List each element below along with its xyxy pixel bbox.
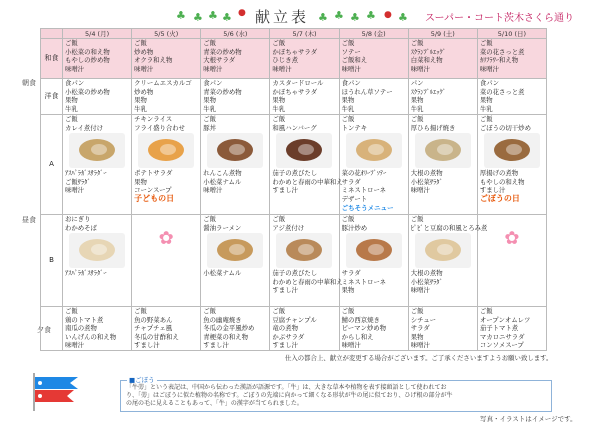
event-tag: ごぼうの日 bbox=[479, 193, 520, 203]
menu-item: ポテトサラダ bbox=[134, 169, 173, 178]
menu-item: 魚の野菜あん bbox=[134, 315, 173, 324]
menu-cell bbox=[408, 115, 477, 215]
menu-item: オープンオムレツ bbox=[479, 315, 531, 324]
menu-item: 白菜和え物 bbox=[410, 56, 443, 65]
menu-item: 竜の煮物 bbox=[272, 324, 298, 333]
menu-item: ご飯 bbox=[65, 39, 78, 47]
menu-cell bbox=[477, 39, 546, 79]
menu-item: パン bbox=[410, 79, 424, 87]
dish-photo bbox=[69, 133, 125, 168]
menu-cell bbox=[63, 115, 132, 215]
menu-item: もやしの和え物 bbox=[479, 177, 525, 186]
menu-item: ご飯 bbox=[203, 39, 217, 47]
menu-item: ご飯 bbox=[65, 307, 78, 315]
menu-item: ｱｽﾊﾟﾗｶﾞｽｻﾗﾀﾞｰ bbox=[65, 169, 107, 178]
info-line: り、「蒡」はごぼうに似た植物の名称です。ごぼうの先端に向かって細くなる形状が牛の尾に似ており、ひげ根の部分が牛 bbox=[126, 392, 453, 399]
menu-cell bbox=[63, 215, 132, 307]
menu-cell bbox=[270, 79, 339, 115]
menu-item: 果物 bbox=[341, 96, 355, 105]
dish-photo bbox=[276, 133, 332, 168]
menu-item: かぼちゃサラダ bbox=[272, 47, 318, 56]
menu-item: ご飯 bbox=[410, 39, 424, 47]
menu-item: 果物 bbox=[479, 96, 493, 105]
sub-label-a: A bbox=[41, 115, 63, 215]
menu-cell bbox=[477, 215, 546, 307]
menu-item: ご飯 bbox=[134, 307, 147, 315]
menu-item: 味噌汁 bbox=[65, 341, 85, 350]
day-header: 5/10 (日) bbox=[477, 29, 546, 39]
menu-item: コーンスープ bbox=[134, 186, 172, 195]
menu-item: マカロニサラダ bbox=[479, 332, 525, 341]
menu-cell bbox=[132, 39, 201, 79]
clover-icon: ♣ bbox=[398, 11, 408, 24]
page-title: 献立表 bbox=[255, 8, 310, 26]
menu-item: 青梗菜の和え物 bbox=[203, 332, 249, 341]
day-header: 5/9 (土) bbox=[408, 29, 477, 39]
dish-photo bbox=[276, 233, 332, 268]
menu-item: 豚丼 bbox=[203, 123, 217, 132]
menu-item: ご飯 bbox=[410, 115, 424, 123]
menu-item: ピーマン炒め物 bbox=[341, 324, 387, 333]
menu-item: 大根サラダ bbox=[203, 56, 236, 65]
menu-cell bbox=[132, 79, 201, 115]
menu-item: ご飯 bbox=[341, 307, 355, 315]
menu-item: かぼちゃサラダ bbox=[272, 87, 318, 96]
menu-item: ご飯 bbox=[203, 115, 217, 123]
menu-item: 味噌汁 bbox=[341, 341, 361, 350]
menu-item: デザート bbox=[341, 194, 368, 203]
menu-item: 菜の花ｵﾘｰﾌﾞｿﾃｰ bbox=[341, 169, 387, 178]
menu-item: もやしの炒め物 bbox=[65, 56, 110, 65]
menu-item: れんこん煮物 bbox=[203, 169, 242, 178]
menu-item: 味噌汁 bbox=[410, 186, 430, 195]
menu-item: ご飯 bbox=[410, 307, 424, 315]
meal-label-lunch: 昼食 bbox=[22, 216, 36, 224]
clover-icon: ♣ bbox=[176, 9, 186, 22]
menu-item: ご飯 bbox=[272, 115, 286, 123]
menu-item: 大根の煮物 bbox=[410, 169, 443, 178]
menu-item: いんげんの和え物 bbox=[65, 332, 117, 341]
menu-item: ひじき煮 bbox=[272, 56, 298, 65]
clover-icon: ♣ bbox=[334, 9, 344, 22]
menu-item: ご飯 bbox=[479, 307, 493, 315]
menu-item: ご飯 bbox=[341, 39, 355, 47]
menu-item: ﾋﾟﾋﾞと豆腐の和風とろみ煮 bbox=[410, 223, 488, 232]
menu-item: ご飯 bbox=[272, 215, 286, 223]
menu-item: ご飯 bbox=[479, 39, 493, 47]
corner-cell bbox=[41, 29, 63, 39]
menu-cell bbox=[132, 215, 201, 307]
menu-item: 小松菜ｻﾗﾀﾞ bbox=[410, 177, 443, 186]
menu-item: ｱｽﾊﾟﾗｶﾞｽｻﾗﾀﾞｰ bbox=[65, 269, 107, 278]
menu-item: 味噌汁 bbox=[479, 64, 500, 73]
menu-cell bbox=[270, 39, 339, 79]
menu-item: 冬瓜の甘酢和え bbox=[134, 332, 179, 341]
menu-item: ご飯和え bbox=[341, 56, 368, 65]
menu-cell bbox=[339, 39, 408, 79]
menu-item: 茄子の煮びたし bbox=[272, 169, 318, 178]
image-credit: 写真・イラストはイメージです。 bbox=[480, 415, 577, 423]
menu-item: すまし汁 bbox=[272, 341, 298, 350]
menu-cell bbox=[339, 215, 408, 307]
ladybug-icon: ● bbox=[384, 10, 392, 20]
menu-item: 味噌汁 bbox=[272, 64, 292, 73]
menu-item: ミネストローネ bbox=[341, 186, 386, 195]
menu-item: 青菜の炒め物 bbox=[203, 47, 242, 56]
menu-item: ミネストローネ bbox=[341, 277, 386, 286]
menu-item: 菜の花さっと煮 bbox=[479, 87, 525, 96]
menu-cell bbox=[201, 215, 270, 307]
menu-item: 食パン bbox=[479, 79, 500, 87]
menu-item: ｽｸﾗﾝﾌﾞﾙｴｯｸﾞ bbox=[410, 47, 446, 56]
menu-item: トンテキ bbox=[341, 123, 368, 132]
clover-icon: ♣ bbox=[350, 11, 360, 24]
dish-photo bbox=[207, 133, 263, 168]
menu-item: 豚汁炒め bbox=[341, 223, 368, 232]
menu-item: サラダ bbox=[341, 269, 361, 278]
clover-icon: ♣ bbox=[222, 11, 232, 24]
menu-item: 果物 bbox=[341, 286, 355, 295]
menu-cell bbox=[477, 115, 546, 215]
day-header: 5/7 (木) bbox=[270, 29, 339, 39]
menu-item: 牛乳 bbox=[272, 104, 286, 113]
menu-item: わかめと春雨の中華和え bbox=[272, 277, 343, 286]
info-line: の尾の毛に見えることもあって、「牛」の漢字が当てられました。 bbox=[126, 400, 303, 407]
menu-item: ソテー bbox=[341, 47, 361, 56]
menu-item: 茄子トマト煮 bbox=[479, 324, 519, 333]
menu-cell bbox=[477, 307, 546, 351]
dish-photo bbox=[207, 233, 263, 268]
menu-item: ご飯 bbox=[65, 115, 78, 123]
menu-item: 味噌汁 bbox=[341, 64, 361, 73]
menu-item: カレイ煮付け bbox=[65, 123, 104, 132]
sub-label-b: B bbox=[41, 215, 63, 307]
menu-item: 味噌汁 bbox=[410, 286, 430, 295]
menu-cell bbox=[477, 79, 546, 115]
menu-item: 牛乳 bbox=[410, 104, 424, 113]
menu-item: 厚揚げの煮物 bbox=[479, 169, 519, 178]
clover-icon: ♣ bbox=[208, 9, 218, 22]
menu-item: 果物 bbox=[134, 177, 147, 186]
menu-item: 醤油ラーメン bbox=[203, 223, 242, 232]
dish-photo bbox=[415, 133, 471, 168]
menu-cell bbox=[63, 307, 132, 351]
dish-photo bbox=[484, 133, 540, 168]
menu-item: 果物 bbox=[272, 96, 286, 105]
menu-cell bbox=[201, 307, 270, 351]
menu-item: 牛乳 bbox=[203, 104, 217, 113]
day-header: 5/5 (火) bbox=[132, 29, 201, 39]
sub-label-yo: 洋食 bbox=[41, 79, 63, 115]
menu-item: 豆腐チャンプル bbox=[272, 315, 317, 324]
dish-photo bbox=[415, 233, 471, 268]
menu-item: 味噌汁 bbox=[65, 64, 85, 73]
dish-photo-highlight bbox=[368, 144, 384, 155]
menu-item: 和風ハンバーグ bbox=[272, 123, 317, 132]
menu-item: アジ煮付け bbox=[272, 223, 305, 232]
menu-cell bbox=[270, 115, 343, 215]
menu-cell bbox=[63, 79, 132, 115]
menu-cell bbox=[408, 215, 488, 307]
menu-item: すまし汁 bbox=[134, 341, 160, 350]
menu-cell bbox=[339, 115, 408, 215]
menu-item: 大根の煮物 bbox=[410, 269, 443, 278]
menu-cell bbox=[201, 115, 270, 215]
menu-item: ｶﾘﾌﾗﾜｰ和え物 bbox=[479, 56, 519, 65]
menu-cell bbox=[132, 115, 201, 215]
menu-item: 果物 bbox=[134, 96, 147, 105]
menu-item: 牛乳 bbox=[134, 104, 147, 113]
menu-item: おにぎり bbox=[65, 215, 91, 223]
menu-item: シチュー bbox=[410, 315, 437, 324]
menu-item: 味噌汁 bbox=[65, 186, 85, 195]
menu-cell bbox=[408, 307, 477, 351]
menu-item: 果物 bbox=[65, 96, 78, 105]
menu-cell bbox=[339, 307, 408, 351]
menu-item: 果物 bbox=[410, 96, 424, 105]
menu-item: ほうれん草ソテー bbox=[341, 87, 393, 96]
menu-item: ご飯 bbox=[203, 215, 217, 223]
menu-item: 味噌汁 bbox=[134, 64, 154, 73]
day-header: 5/6 (水) bbox=[201, 29, 270, 39]
menu-item: 牛乳 bbox=[479, 104, 493, 113]
dish-photo bbox=[346, 233, 402, 268]
menu-item: 食パン bbox=[341, 79, 361, 87]
menu-cell bbox=[63, 39, 132, 79]
menu-item: 牛乳 bbox=[65, 104, 78, 113]
menu-table bbox=[40, 28, 547, 351]
menu-item: サラダ bbox=[341, 177, 361, 186]
menu-item: 果物 bbox=[203, 96, 217, 105]
menu-item: 冬瓜の金平風炒め bbox=[203, 324, 255, 333]
clover-icon: ♣ bbox=[366, 9, 376, 22]
menu-cell bbox=[408, 79, 477, 115]
menu-item: 茄子の煮びたし bbox=[272, 269, 318, 278]
menu-item: ごぼうの切干炒め bbox=[479, 123, 531, 132]
menu-item: ｽｸﾗﾝﾌﾞﾙｴｯｸﾞ bbox=[410, 87, 446, 96]
sub-label-wa: 和食 bbox=[41, 39, 63, 79]
event-tag: 子どもの日 bbox=[134, 193, 175, 203]
menu-item: ご飯 bbox=[479, 115, 493, 123]
info-heading: ■ごぼう bbox=[129, 376, 155, 384]
menu-cell bbox=[201, 39, 270, 79]
menu-item: 鶏のトマト煮 bbox=[65, 315, 104, 324]
pinwheel-icon: ✿ bbox=[504, 228, 520, 249]
menu-item: かぶサラダ bbox=[272, 332, 305, 341]
menu-item: 小松菜の和え物 bbox=[65, 47, 110, 56]
menu-item: ご飯 bbox=[341, 215, 355, 223]
facility-name: スーパー・コート茨木さくら通り bbox=[425, 13, 574, 24]
menu-item: 青菜の炒め物 bbox=[203, 87, 242, 96]
menu-item: 小松菜ｻﾗﾀﾞ bbox=[410, 277, 443, 286]
info-text bbox=[126, 384, 546, 408]
pinwheel-icon: ✿ bbox=[158, 228, 174, 249]
menu-item: 味噌汁 bbox=[410, 341, 430, 350]
menu-item: 小松菜ナムル bbox=[203, 269, 242, 278]
menu-item: ご飯 bbox=[410, 215, 424, 223]
carp-streamer-icon bbox=[30, 371, 85, 411]
menu-item: 小松菜の炒め物 bbox=[65, 87, 110, 96]
menu-item: 菜の花さっと煮 bbox=[479, 47, 525, 56]
menu-cell bbox=[270, 215, 343, 307]
menu-item: 味噌汁 bbox=[203, 186, 223, 195]
day-header: 5/8 (金) bbox=[339, 29, 408, 39]
menu-item: チキンライス bbox=[134, 115, 173, 123]
menu-item: 炒め物 bbox=[134, 87, 154, 96]
menu-item: 食パン bbox=[65, 79, 85, 87]
menu-item: ご飯 bbox=[272, 39, 286, 47]
menu-item: すまし汁 bbox=[479, 186, 506, 195]
menu-item: 小松菜ナムル bbox=[203, 177, 242, 186]
info-line: 「牛蒡」という表記は、中国から伝わった漢語が語源です。「牛」は、大きな草本や植物を表す接頭語として使われてお bbox=[126, 384, 447, 391]
menu-item: コンソメスープ bbox=[479, 341, 524, 350]
menu-item: ご飯 bbox=[203, 307, 217, 315]
dish-photo bbox=[346, 133, 402, 168]
menu-item: フライ盛り合わせ bbox=[134, 123, 186, 132]
meal-label-dinner: 夕食 bbox=[37, 326, 51, 334]
menu-item: ご飯 bbox=[272, 307, 286, 315]
clover-icon: ♣ bbox=[318, 11, 328, 24]
day-header: 5/4 (月) bbox=[63, 29, 132, 39]
menu-item: すまし汁 bbox=[203, 341, 229, 350]
menu-item: チャプチェ風 bbox=[134, 324, 173, 333]
menu-item: ご飯ｻﾗﾀﾞ bbox=[65, 177, 91, 186]
menu-item: すまし汁 bbox=[272, 286, 298, 295]
menu-item: 南瓜の煮物 bbox=[65, 324, 97, 333]
menu-item: 厚ひら揚げ焼き bbox=[410, 123, 456, 132]
menu-item: 鯖の西京焼き bbox=[341, 315, 380, 324]
menu-cell bbox=[270, 307, 339, 351]
menu-item: カスタードロール bbox=[272, 79, 324, 87]
page-header bbox=[0, 0, 600, 26]
change-notice: 仕入の都合上、献立が変更する場合がございます。ご了承くださいますようお願い致します。 bbox=[285, 354, 553, 362]
menu-cell bbox=[339, 79, 408, 115]
menu-item: すまし汁 bbox=[272, 186, 298, 195]
ladybug-icon: ● bbox=[238, 8, 246, 18]
menu-item: 魚の幽庵焼き bbox=[203, 315, 242, 324]
dish-photo-highlight bbox=[437, 144, 453, 155]
menu-cell bbox=[132, 307, 201, 351]
dish-photo bbox=[138, 133, 194, 168]
menu-item: ご飯 bbox=[134, 39, 147, 47]
menu-item: わかめそば bbox=[65, 223, 97, 232]
menu-item: 果物 bbox=[410, 332, 424, 341]
clover-icon: ♣ bbox=[193, 11, 203, 24]
menu-item: サラダ bbox=[410, 324, 430, 333]
menu-item: 牛乳 bbox=[341, 104, 355, 113]
menu-item: ご飯 bbox=[341, 115, 355, 123]
dish-photo-highlight bbox=[368, 244, 384, 255]
menu-cell bbox=[408, 39, 477, 79]
menu-item: からし和え bbox=[341, 332, 374, 341]
menu-item: 食パン bbox=[203, 79, 223, 87]
menu-item: 味噌汁 bbox=[203, 64, 223, 73]
meal-label-breakfast: 朝食 bbox=[22, 79, 36, 87]
event-tag: ごちそうメニュー bbox=[341, 203, 394, 212]
menu-item: わかめと春雨の中華和え bbox=[272, 177, 343, 186]
menu-item: クリームエスカルゴ bbox=[134, 79, 192, 87]
dish-photo-highlight bbox=[437, 244, 453, 255]
sub-label-dinner bbox=[41, 307, 63, 351]
menu-item: 炒め物 bbox=[134, 47, 154, 56]
menu-item: オクラ和え物 bbox=[134, 56, 173, 65]
dish-photo bbox=[69, 233, 125, 268]
menu-cell bbox=[201, 79, 270, 115]
menu-item: 味噌汁 bbox=[410, 64, 430, 73]
